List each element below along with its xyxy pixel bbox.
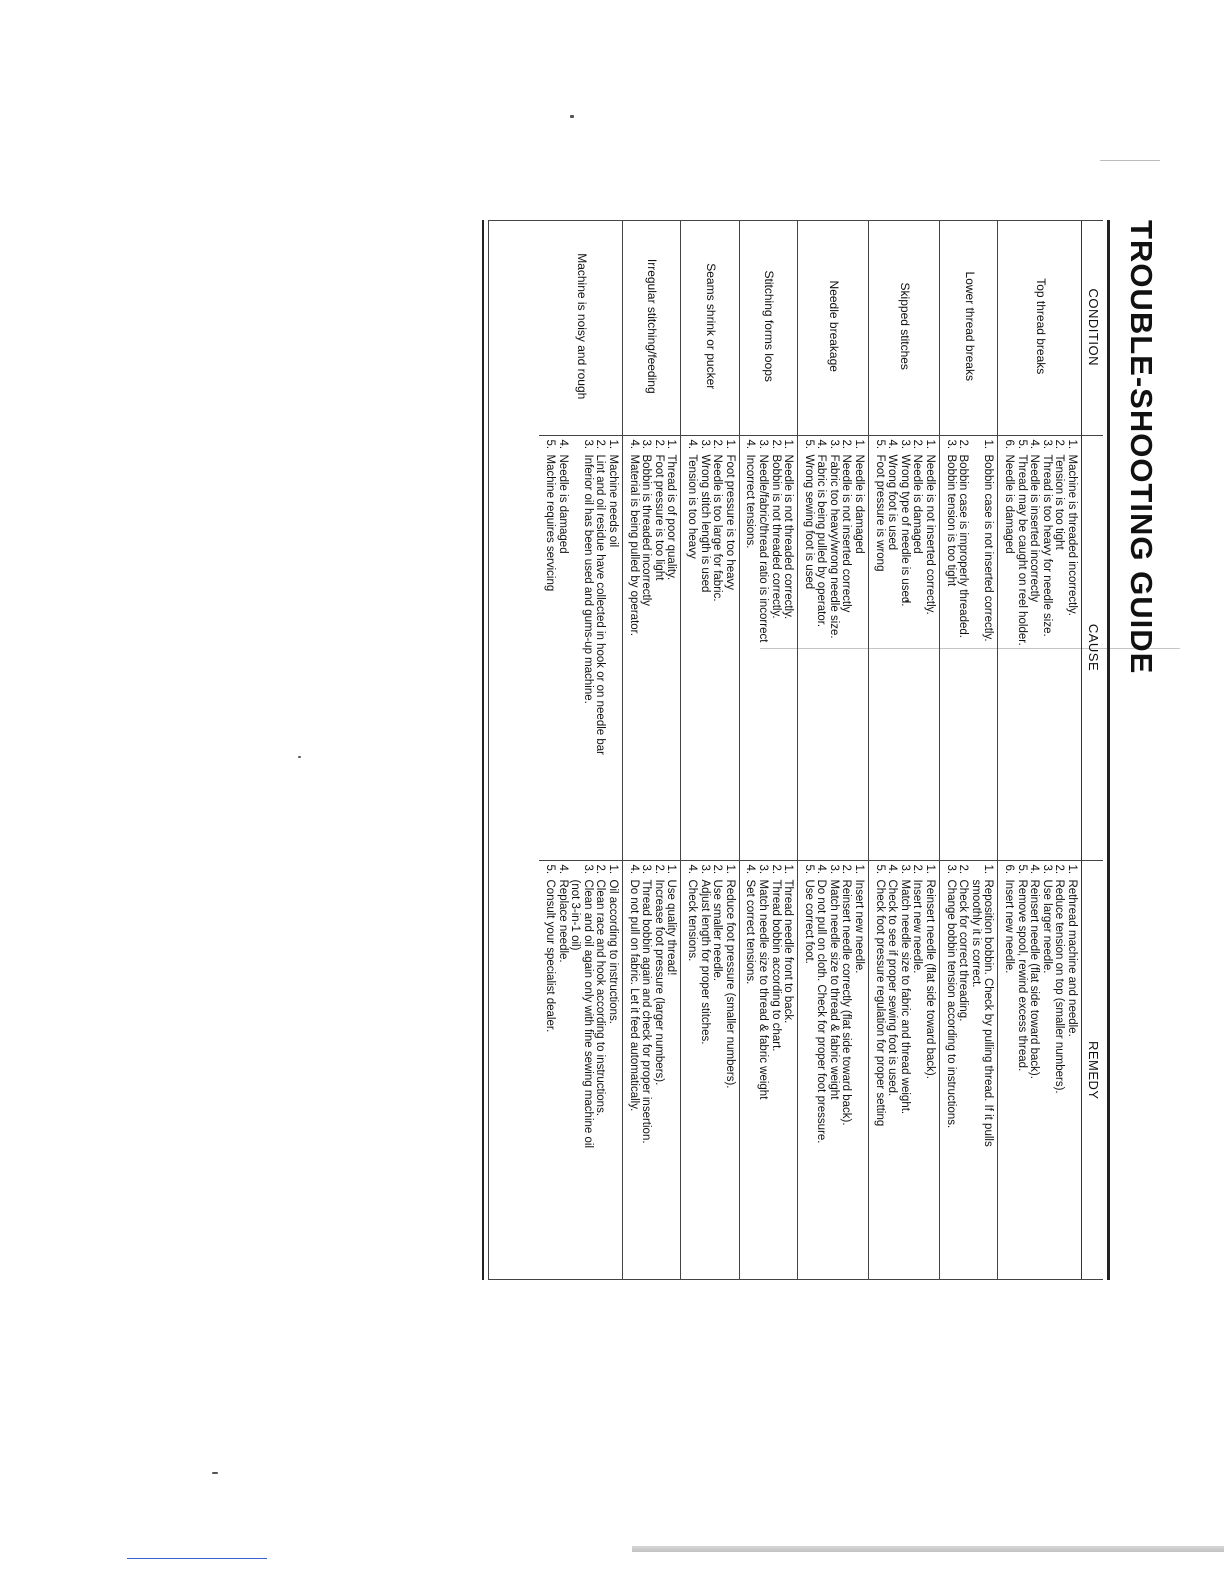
table-body	[539, 220, 1081, 1280]
condition-cell: Irregular stitching/feeding	[623, 220, 681, 435]
remedy-item	[543, 865, 556, 1277]
item-text: Needle is damaged	[911, 454, 924, 554]
item-number: 5.	[873, 439, 886, 450]
item-text: Thread bobbin again and check for proper insertion.	[640, 879, 653, 1144]
remedy-item	[827, 865, 840, 1277]
remedy-cell	[739, 860, 797, 1280]
remedy-item	[944, 865, 957, 1277]
remedy-item	[665, 865, 678, 1277]
cause-item	[640, 440, 653, 856]
item-text: Incorrect tensions.	[744, 454, 757, 549]
item-number: 2.	[1053, 864, 1066, 875]
item-number: 1.	[853, 439, 866, 450]
item-text: Reposition bobbin. Check by pulling thread. If it pulls	[982, 879, 995, 1147]
remedy-item	[640, 865, 653, 1277]
item-text: Needle is damaged	[853, 454, 866, 554]
item-number: 2.	[957, 439, 970, 450]
item-text: Needle is not threaded correctly.	[782, 454, 795, 620]
item-text: Tension is too heavy	[685, 454, 698, 559]
remedy-item	[685, 865, 698, 1277]
remedy-cell	[869, 860, 940, 1280]
condition-cell: Top thread breaks	[998, 220, 1082, 435]
cause-item	[898, 440, 911, 856]
item-text: Rethread machine and needle.	[1066, 879, 1078, 1037]
item-text: Insert new needle.	[1003, 879, 1016, 974]
cause-item	[853, 440, 866, 856]
item-number: 1.	[607, 439, 619, 450]
condition-cell: Seams shrink or pucker	[681, 220, 739, 435]
item-text: Thread is too heavy for needle size.	[1040, 454, 1053, 637]
remedy-item	[957, 865, 970, 1277]
item-text: Consult your specialist dealer.	[544, 879, 557, 1033]
item-number: 2.	[769, 864, 782, 875]
item-number: 3.	[1040, 864, 1053, 875]
table-row	[623, 220, 681, 1280]
item-number: 3.	[944, 439, 957, 450]
remedy-item	[873, 865, 886, 1277]
item-number: 1.	[924, 864, 937, 875]
item-text: Fabric is being pulled by operator.	[815, 454, 828, 628]
item-text: Thread bobbin according to chart.	[769, 879, 782, 1052]
cause-item	[1053, 440, 1066, 856]
cause-item	[782, 440, 795, 856]
item-number: 2.	[1053, 439, 1066, 450]
cause-item	[581, 440, 594, 856]
item-number: 3.	[756, 439, 769, 450]
item-number: 2.	[594, 864, 607, 875]
item-text: Use correct foot.	[802, 879, 815, 964]
item-number	[969, 865, 982, 880]
item-number: 1.	[665, 439, 678, 450]
item-number: 1.	[982, 864, 995, 875]
item-number: 3.	[698, 864, 711, 875]
item-number: 4.	[1028, 864, 1041, 875]
cause-item	[1028, 440, 1041, 856]
item-number: 1.	[723, 439, 736, 450]
item-text: Material is being pulled by operator.	[627, 454, 640, 637]
item-text: Clean race and hook according to instructions.	[594, 879, 607, 1117]
item-number: 3.	[944, 864, 957, 875]
remedy-cell	[681, 860, 739, 1280]
item-number: 4.	[815, 864, 828, 875]
item-text: Foot pressure is wrong	[873, 454, 886, 572]
cause-cell	[940, 435, 998, 860]
cause-item	[969, 440, 982, 856]
condition-cell: Skipped stitches	[869, 220, 940, 435]
item-text: Wrong sewing foot is used	[802, 454, 815, 590]
item-number: 3.	[1040, 439, 1053, 450]
table-row	[681, 220, 739, 1280]
item-number: 6.	[1003, 864, 1016, 875]
item-text: Do not pull on cloth. Check for proper foot pressure.	[815, 879, 828, 1144]
cause-item	[840, 440, 853, 856]
item-number: 5.	[544, 439, 557, 450]
item-text: Needle is not inserted correctly.	[924, 454, 937, 615]
remedy-cell	[798, 860, 869, 1280]
item-number: 1.	[1066, 439, 1078, 450]
item-text: Thread may be caught on reel holder.	[1015, 454, 1028, 646]
item-text: Needle is not inserted correctly	[840, 454, 853, 613]
cause-item	[606, 440, 619, 856]
cause-item	[827, 440, 840, 856]
remedy-item	[756, 865, 769, 1277]
remedy-item	[982, 865, 995, 1277]
remedy-item	[911, 865, 924, 1277]
scan-speck	[1100, 160, 1160, 161]
remedy-item	[840, 865, 853, 1277]
item-number: 2.	[711, 864, 724, 875]
remedy-item	[769, 865, 782, 1277]
item-text: Thread is of poor quality.	[665, 454, 678, 581]
item-number: 5.	[1015, 864, 1028, 875]
remedy-item	[1065, 865, 1078, 1277]
scan-speck	[298, 756, 301, 758]
remedy-item	[886, 865, 899, 1277]
remedy-item	[923, 865, 936, 1277]
cause-item	[744, 440, 757, 856]
remedy-item	[723, 865, 736, 1277]
item-text: Needle/fabric/thread ratio is incorrect	[756, 454, 769, 643]
item-text: Reduce tension on top (smaller numbers).	[1053, 879, 1066, 1094]
remedy-item	[969, 865, 982, 1277]
item-number: 3.	[756, 864, 769, 875]
bottom-rule	[482, 220, 484, 1280]
condition-cell: Machine is noisy and rough	[574, 253, 589, 400]
item-text: Use smaller needle.	[711, 879, 724, 982]
condition-cell: Needle breakage	[798, 220, 869, 435]
item-text: Check tensions.	[685, 879, 698, 962]
item-number: 2.	[652, 864, 665, 875]
item-text: Machine requires servicing	[544, 454, 557, 592]
table-row	[539, 220, 622, 1280]
item-number: 3.	[898, 439, 911, 450]
item-number: 4.	[886, 439, 899, 450]
condition-cell: Stitching forms loops	[739, 220, 797, 435]
item-text: Bobbin is not threaded correctly.	[769, 454, 782, 619]
remedy-cell	[998, 860, 1082, 1280]
cause-item	[1040, 440, 1053, 856]
table-row	[940, 220, 998, 1280]
item-text: Needle is inserted incorrectly	[1028, 454, 1041, 603]
item-number: 4.	[886, 864, 899, 875]
item-number: 3.	[698, 439, 711, 450]
item-text: Machine is threaded incorrectly.	[1066, 454, 1078, 616]
item-number: 2.	[594, 439, 607, 450]
item-number: 4.	[744, 864, 757, 875]
cause-cell	[798, 435, 869, 860]
item-number: 5.	[544, 864, 557, 875]
item-number: 1.	[665, 864, 678, 875]
item-text: Inferior oil has been used and gums-up machine.	[581, 454, 594, 704]
cause-item	[711, 440, 724, 856]
item-text: Needle is too large for fabric.	[711, 454, 724, 602]
cause-item	[627, 440, 640, 856]
cause-item	[556, 440, 569, 856]
item-text: Clean and oil again only with fine sewing machine oil	[581, 879, 594, 1148]
cause-item	[769, 440, 782, 856]
item-number: 4.	[685, 439, 698, 450]
item-text: Match needle size to fabric and thread weight.	[898, 879, 911, 1115]
item-text: Adjust length for proper stitches.	[698, 879, 711, 1045]
item-number: 4.	[685, 864, 698, 875]
item-text: Needle is damaged	[556, 454, 569, 554]
item-text: Foot pressure is too heavy	[723, 454, 736, 591]
item-number: 3.	[827, 439, 840, 450]
table-header-row	[1082, 220, 1104, 1280]
remedy-item	[782, 865, 795, 1277]
remedy-cell	[623, 860, 681, 1280]
item-number: 4.	[744, 439, 757, 450]
cause-item	[815, 440, 828, 856]
item-text: Do not pull on fabric. Let it feed automatically.	[627, 879, 640, 1112]
cause-item	[698, 440, 711, 856]
remedy-item	[581, 865, 594, 1277]
cause-item	[1065, 440, 1078, 856]
cause-item	[594, 440, 607, 856]
remedy-item	[744, 865, 757, 1277]
item-text: Match needle size to thread & fabric weight	[756, 879, 769, 1100]
condition-header: CONDITION	[1082, 220, 1104, 435]
remedy-cell	[539, 860, 622, 1280]
table-row	[798, 220, 869, 1280]
item-text: Wrong foot is used	[886, 454, 899, 551]
remedy-item	[606, 865, 619, 1277]
remedy-header: REMEDY	[1082, 860, 1104, 1280]
cause-item	[911, 440, 924, 856]
remedy-item	[652, 865, 665, 1277]
rotated-page-content	[480, 220, 1160, 1280]
item-number: 3.	[640, 439, 653, 450]
remedy-item	[1053, 865, 1066, 1277]
table-row	[739, 220, 797, 1280]
remedy-item	[853, 865, 866, 1277]
remedy-item	[594, 865, 607, 1277]
item-number: 2.	[769, 439, 782, 450]
item-text: Use larger needle.	[1040, 879, 1053, 974]
item-number: 6.	[1003, 439, 1016, 450]
item-text: Bobbin tension is too tight	[944, 454, 957, 587]
remedy-item	[898, 865, 911, 1277]
item-text: Foot pressure is too light	[652, 454, 665, 581]
scan-edge-shadow	[632, 1546, 1224, 1552]
cause-item	[1002, 440, 1015, 856]
item-number: 3.	[581, 864, 594, 875]
item-number	[569, 865, 582, 880]
item-number: 3.	[827, 864, 840, 875]
item-text: Bobbin is threaded incorrectly	[640, 454, 653, 606]
item-text: Reinsert needle correctly (flat side toward back).	[840, 879, 853, 1126]
cause-item	[652, 440, 665, 856]
item-number: 4.	[1028, 439, 1041, 450]
item-number: 2.	[840, 864, 853, 875]
item-number: 1.	[1066, 864, 1078, 875]
item-number: 5.	[802, 439, 815, 450]
item-number: 2.	[711, 439, 724, 450]
item-number: 1.	[924, 439, 937, 450]
item-text: Insert new needle.	[911, 879, 924, 974]
remedy-item	[1002, 865, 1015, 1277]
item-text: Wrong stitch length is used	[698, 454, 711, 593]
remedy-item	[627, 865, 640, 1277]
cause-item	[957, 440, 970, 856]
cause-cell	[539, 435, 622, 860]
item-number: 2.	[652, 439, 665, 450]
remedy-item	[1040, 865, 1053, 1277]
item-text: Match needle size to thread & fabric weight	[827, 879, 840, 1100]
item-number: 1.	[782, 864, 795, 875]
cause-item	[873, 440, 886, 856]
item-text: Increase foot pressure (larger numbers).	[652, 879, 665, 1086]
item-text: Check for correct threading.	[957, 879, 970, 1022]
item-text: Insert new needle.	[853, 879, 866, 974]
item-number: 2.	[840, 439, 853, 450]
trouble-shooting-table	[539, 220, 1103, 1280]
item-text: Replace needle.	[556, 879, 569, 963]
remedy-item	[1028, 865, 1041, 1277]
cause-cell	[869, 435, 940, 860]
item-text: Reinsert needle (flat side toward back).	[924, 879, 937, 1079]
remedy-item	[569, 865, 582, 1277]
cause-item	[923, 440, 936, 856]
item-number: 4.	[815, 439, 828, 450]
table-row	[869, 220, 940, 1280]
item-text: Lint and oil residue have collected in hook or on needle bar	[594, 454, 607, 755]
item-text: Thread needle front to back.	[782, 879, 795, 1024]
item-number: 2.	[911, 439, 924, 450]
cause-item	[569, 440, 582, 856]
item-number: 5.	[1015, 439, 1028, 450]
item-number: 1.	[853, 864, 866, 875]
item-text: Change bobbin tension according to instructions.	[944, 879, 957, 1129]
remedy-item	[815, 865, 828, 1277]
cause-item	[723, 440, 736, 856]
item-text: Check foot pressure regulation for proper setting	[873, 879, 886, 1127]
cause-item	[1015, 440, 1028, 856]
cause-cell	[998, 435, 1082, 860]
scan-speck	[570, 115, 574, 118]
item-number: 4.	[556, 864, 569, 875]
item-text: Reinsert needle (flat side toward back).	[1028, 879, 1041, 1079]
item-text: Set correct tensions.	[744, 879, 757, 985]
cause-cell	[623, 435, 681, 860]
cause-cell	[681, 435, 739, 860]
cause-header: CAUSE	[1082, 435, 1104, 860]
item-number: 1.	[782, 439, 795, 450]
item-text: Tension is too tight	[1053, 454, 1066, 550]
item-text: Bobbin case is not inserted correctly.	[982, 454, 995, 642]
item-text: Check to see if proper sewing foot is used.	[886, 879, 899, 1097]
item-number: 3.	[898, 864, 911, 875]
cause-item	[982, 440, 995, 856]
item-text: (not 3-in-1 oil)	[569, 879, 582, 951]
cause-item	[543, 440, 556, 856]
item-text: Bobbin case is improperly threaded.	[957, 454, 970, 638]
item-number: 4.	[627, 864, 640, 875]
remedy-item	[556, 865, 569, 1277]
item-number: 1.	[723, 864, 736, 875]
item-number: 3.	[640, 864, 653, 875]
cause-item	[944, 440, 957, 856]
remedy-item	[1015, 865, 1028, 1277]
remedy-item	[698, 865, 711, 1277]
cause-item	[886, 440, 899, 856]
cause-item	[756, 440, 769, 856]
item-text: Oil according to instructions.	[607, 879, 619, 1024]
item-text: Needle is damaged	[1003, 454, 1016, 554]
remedy-item	[711, 865, 724, 1277]
item-number: 5.	[802, 864, 815, 875]
item-text: Fabric too heavy/wrong needle size.	[827, 454, 840, 639]
scan-speck	[212, 1472, 218, 1474]
cause-item	[802, 440, 815, 856]
item-number: 4.	[556, 439, 569, 450]
item-number: 2.	[911, 864, 924, 875]
item-number: 1.	[982, 439, 995, 450]
scan-edge-line	[127, 1558, 267, 1559]
item-text: Wrong type of needle is used.	[898, 454, 911, 607]
item-number: 1.	[607, 864, 619, 875]
page-title: TROUBLE-SHOOTING GUIDE	[1124, 220, 1159, 675]
remedy-item	[802, 865, 815, 1277]
item-number: 3.	[581, 439, 594, 450]
remedy-cell	[940, 860, 998, 1280]
table-row	[998, 220, 1082, 1280]
title-rule	[1107, 220, 1110, 1280]
item-number: 5.	[873, 864, 886, 875]
condition-cell: Lower thread breaks	[940, 220, 998, 435]
cause-item	[665, 440, 678, 856]
item-text: Use quality thread!	[665, 879, 678, 976]
cause-item	[685, 440, 698, 856]
item-number: 2.	[957, 864, 970, 875]
cause-cell	[739, 435, 797, 860]
item-text: smoothly it is correct.	[969, 879, 982, 988]
item-text: Reduce foot pressure (smaller numbers).	[723, 879, 736, 1089]
item-text: Machine needs oil	[607, 454, 619, 548]
item-number: 4.	[627, 439, 640, 450]
item-text: Remove spool, rewind excess thread.	[1015, 879, 1028, 1072]
